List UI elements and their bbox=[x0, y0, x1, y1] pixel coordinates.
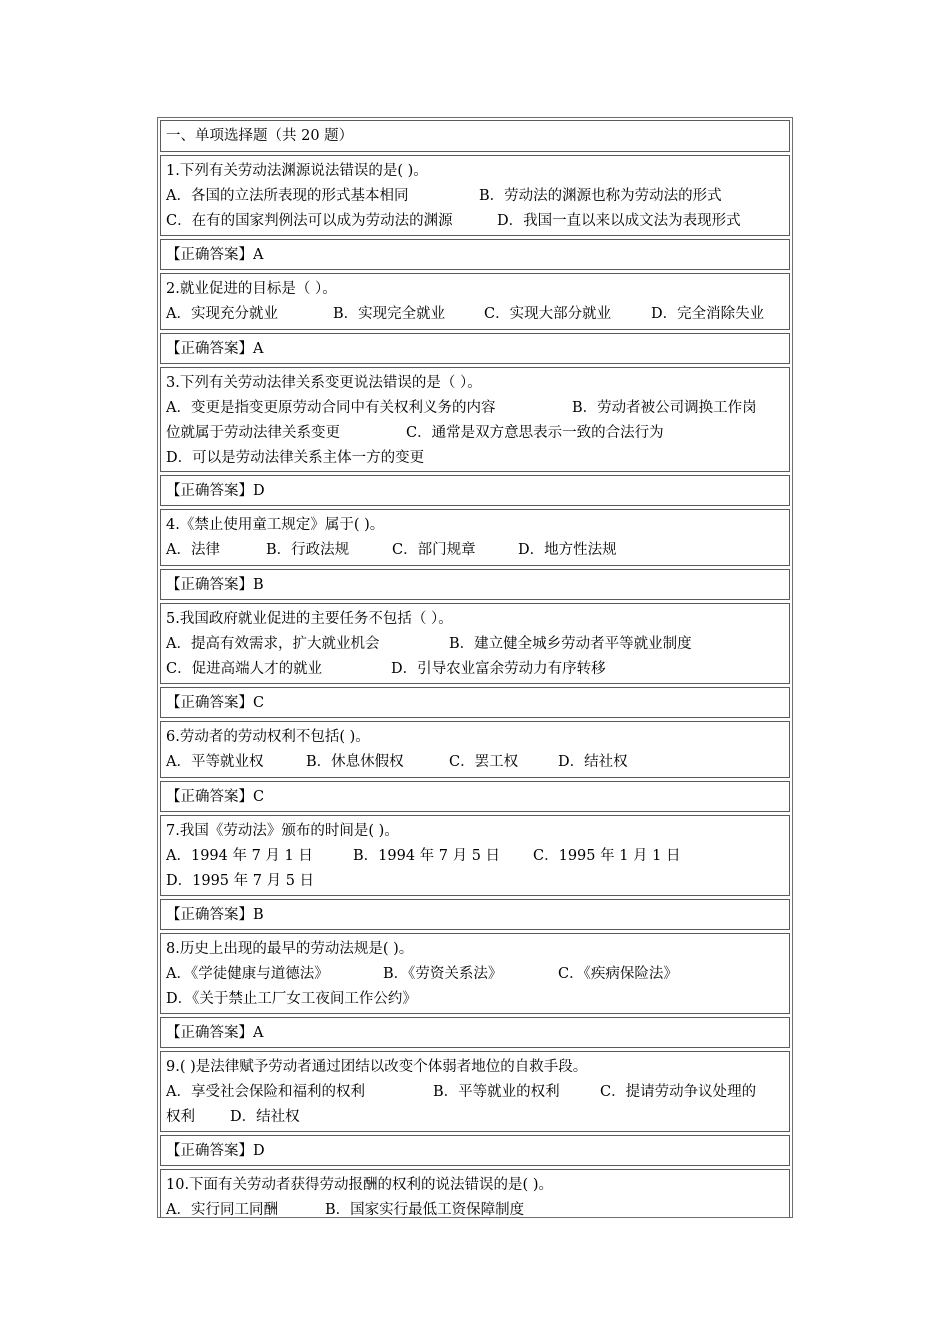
answer-label: 【正确答案】 bbox=[166, 247, 253, 263]
answer-7-value: B bbox=[253, 907, 264, 923]
question-2-stem: 2.就业促进的目标是（ ）。 bbox=[166, 281, 337, 297]
question-8-stem: 8.历史上出现的最早的劳动法规是( )。 bbox=[166, 941, 414, 957]
question-3-option-c: C．通常是双方意思表示一致的合法行为 bbox=[406, 425, 664, 441]
answer-label: 【正确答案】 bbox=[166, 1143, 253, 1159]
answer-1 bbox=[160, 239, 790, 270]
question-10-options-row bbox=[166, 1198, 784, 1218]
question-2-option-b: B．实现完全就业 bbox=[333, 306, 446, 322]
question-7-options-row-1 bbox=[166, 844, 784, 869]
answer-2 bbox=[160, 333, 790, 364]
question-7-stem: 7.我国《劳动法》颁布的时间是( )。 bbox=[166, 823, 399, 839]
question-9-stem: 9.( )是法律赋予劳动者通过团结以改变个体弱者地位的自救手段。 bbox=[166, 1059, 588, 1075]
answer-6 bbox=[160, 781, 790, 812]
question-9-options-row-2 bbox=[166, 1105, 784, 1130]
answer-4 bbox=[160, 569, 790, 600]
question-10-option-a: A．实行同工同酬 bbox=[166, 1202, 278, 1218]
question-1 bbox=[160, 155, 790, 236]
section-title-cell bbox=[160, 120, 790, 152]
question-1-option-b: B．劳动法的渊源也称为劳动法的形式 bbox=[479, 188, 722, 204]
question-9-option-d: D．结社权 bbox=[230, 1109, 300, 1125]
question-6-option-a: A．平等就业权 bbox=[166, 754, 264, 770]
question-3-options-row-1 bbox=[166, 396, 784, 421]
question-3-option-b-continued: 位就属于劳动法律关系变更 bbox=[166, 425, 340, 441]
question-7-option-b: B．1994 年 7 月 5 日 bbox=[353, 848, 501, 864]
question-1-options-row-2 bbox=[166, 209, 784, 234]
question-5-option-d: D．引导农业富余劳动力有序转移 bbox=[391, 661, 606, 677]
question-5-option-b: B．建立健全城乡劳动者平等就业制度 bbox=[449, 636, 692, 652]
answer-label: 【正确答案】 bbox=[166, 789, 253, 805]
question-9-option-c-continued: 权利 bbox=[166, 1109, 195, 1125]
question-4-option-a: A．法律 bbox=[166, 542, 220, 558]
question-1-option-d: D．我国一直以来以成文法为表现形式 bbox=[497, 213, 741, 229]
question-8-options-row-1 bbox=[166, 962, 784, 987]
question-4-option-d: D．地方性法规 bbox=[518, 542, 617, 558]
question-8-option-b: B．《劳资关系法》 bbox=[383, 966, 503, 982]
question-6-stem: 6.劳动者的劳动权利不包括( )。 bbox=[166, 729, 370, 745]
answer-label: 【正确答案】 bbox=[166, 483, 253, 499]
question-2-options-row bbox=[166, 302, 784, 327]
answer-8 bbox=[160, 1017, 790, 1048]
question-5-stem: 5.我国政府就业促进的主要任务不包括（ ）。 bbox=[166, 611, 453, 627]
answer-5-value: C bbox=[253, 695, 265, 711]
question-9-option-a: A．享受社会保险和福利的权利 bbox=[166, 1084, 365, 1100]
question-6-option-c: C．罢工权 bbox=[449, 754, 519, 770]
question-3-option-d: D．可以是劳动法律关系主体一方的变更 bbox=[166, 450, 425, 466]
answer-4-value: B bbox=[253, 577, 264, 593]
question-7 bbox=[160, 815, 790, 896]
answer-5 bbox=[160, 687, 790, 718]
question-6 bbox=[160, 721, 790, 778]
answer-8-value: A bbox=[253, 1025, 264, 1041]
question-7-option-a: A．1994 年 7 月 1 日 bbox=[166, 848, 313, 864]
answer-3 bbox=[160, 475, 790, 506]
question-6-option-b: B．休息休假权 bbox=[306, 754, 404, 770]
answer-label: 【正确答案】 bbox=[166, 695, 253, 711]
question-6-options-row bbox=[166, 750, 784, 775]
question-4-options-row bbox=[166, 538, 784, 563]
question-3 bbox=[160, 367, 790, 472]
answer-9 bbox=[160, 1135, 790, 1166]
question-2-option-c: C．实现大部分就业 bbox=[484, 306, 612, 322]
exam-sheet bbox=[157, 117, 793, 1218]
answer-label: 【正确答案】 bbox=[166, 907, 253, 923]
question-9-options-row-1 bbox=[166, 1080, 784, 1105]
question-2-option-d: D．完全消除失业 bbox=[651, 306, 765, 322]
question-1-option-c: C．在有的国家判例法可以成为劳动法的渊源 bbox=[166, 213, 453, 229]
question-5-option-a: A．提高有效需求，扩大就业机会 bbox=[166, 636, 380, 652]
question-9 bbox=[160, 1051, 790, 1132]
answer-3-value: D bbox=[253, 483, 265, 499]
question-8 bbox=[160, 933, 790, 1014]
question-5-options-row-1 bbox=[166, 632, 784, 657]
question-3-option-a: A．变更是指变更原劳动合同中有关权利义务的内容 bbox=[166, 400, 496, 416]
question-1-stem: 1.下列有关劳动法渊源说法错误的是( )。 bbox=[166, 163, 428, 179]
question-5-options-row-2 bbox=[166, 657, 784, 682]
answer-label: 【正确答案】 bbox=[166, 341, 253, 357]
answer-7 bbox=[160, 899, 790, 930]
answer-1-value: A bbox=[253, 247, 264, 263]
question-4-option-c: C．部门规章 bbox=[392, 542, 476, 558]
question-5-option-c: C．促进高端人才的就业 bbox=[166, 661, 323, 677]
question-1-option-a: A．各国的立法所表现的形式基本相同 bbox=[166, 188, 409, 204]
answer-label: 【正确答案】 bbox=[166, 577, 253, 593]
answer-2-value: A bbox=[253, 341, 264, 357]
question-4-option-b: B．行政法规 bbox=[266, 542, 350, 558]
question-8-option-c: C．《疾病保险法》 bbox=[558, 966, 678, 982]
question-4 bbox=[160, 509, 790, 566]
section-title: 一、单项选择题（共 20 题） bbox=[166, 128, 354, 144]
question-4-stem: 4.《禁止使用童工规定》属于( )。 bbox=[166, 517, 385, 533]
question-8-option-a: A．《学徒健康与道德法》 bbox=[166, 966, 329, 982]
question-7-option-c: C．1995 年 1 月 1 日 bbox=[533, 848, 681, 864]
question-10-stem: 10.下面有关劳动者获得劳动报酬的权利的说法错误的是( )。 bbox=[166, 1177, 553, 1193]
question-9-option-b: B．平等就业的权利 bbox=[433, 1084, 560, 1100]
question-6-option-d: D．结社权 bbox=[558, 754, 628, 770]
answer-9-value: D bbox=[253, 1143, 265, 1159]
question-8-option-d: D．《关于禁止工厂女工夜间工作公约》 bbox=[166, 991, 417, 1007]
question-5 bbox=[160, 603, 790, 684]
question-2-option-a: A．实现充分就业 bbox=[166, 306, 278, 322]
question-3-stem: 3.下列有关劳动法律关系变更说法错误的是（ ）。 bbox=[166, 375, 482, 391]
question-9-option-c: C．提请劳动争议处理的 bbox=[600, 1084, 757, 1100]
question-3-options-row-2 bbox=[166, 421, 784, 446]
answer-6-value: C bbox=[253, 789, 265, 805]
question-10-option-b: B．国家实行最低工资保障制度 bbox=[325, 1202, 525, 1218]
question-7-option-d: D．1995 年 7 月 5 日 bbox=[166, 873, 315, 889]
question-2 bbox=[160, 273, 790, 330]
question-1-options-row-1 bbox=[166, 184, 784, 209]
question-3-option-b: B．劳动者被公司调换工作岗 bbox=[572, 400, 757, 416]
question-10 bbox=[160, 1169, 790, 1218]
answer-label: 【正确答案】 bbox=[166, 1025, 253, 1041]
